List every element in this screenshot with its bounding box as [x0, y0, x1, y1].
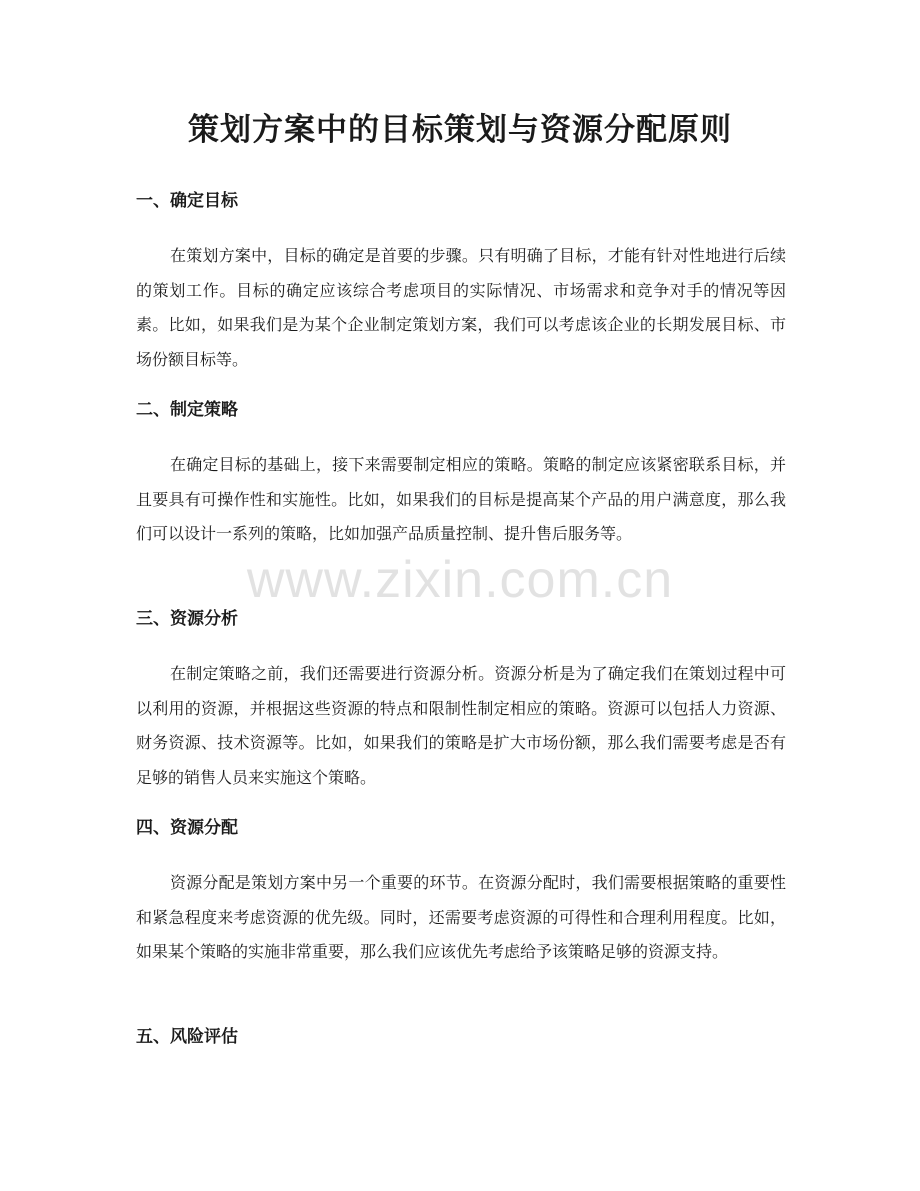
section-resource-allocation	[136, 814, 786, 970]
section-heading: 二、制定策略	[136, 400, 238, 420]
section-paragraph: 在制定策略之前，我们还需要进行资源分析。资源分析是为了确定我们在策划过程中可以利用的资源，并根据这些资源的特点和限制性制定相应的策略。资源可以包括人力资源、财务资源、技术资源等。比如，如果我们的策略是扩大市场份额，那么我们需要考虑是否有足够的销售人员来实施这个策略。	[136, 664, 786, 787]
section-paragraph: 资源分配是策划方案中另一个重要的环节。在资源分配时，我们需要根据策略的重要性和紧急程度来考虑资源的优先级。同时，还需要考虑资源的可得性和合理利用程度。比如，如果某个策略的实施非常重要，那么我们应该优先考虑给予该策略足够的资源支持。	[136, 873, 786, 961]
section-heading: 三、资源分析	[136, 609, 238, 629]
section-paragraph: 在策划方案中，目标的确定是首要的步骤。只有明确了目标，才能有针对性地进行后续的策划工作。目标的确定应该综合考虑项目的实际情况、市场需求和竞争对手的情况等因素。比如，如果我们是为某个企业制定策划方案，我们可以考虑该企业的长期发展目标、市场份额目标等。	[136, 246, 786, 369]
watermark-text: www.zixin.com.cn	[246, 551, 674, 609]
section-risk-assessment	[136, 1023, 786, 1051]
document-title: 策划方案中的目标策划与资源分配原则	[188, 112, 732, 148]
section-formulate-strategy	[136, 396, 786, 552]
section-define-goals	[136, 187, 786, 377]
section-heading: 四、资源分配	[136, 818, 238, 838]
section-paragraph: 在确定目标的基础上，接下来需要制定相应的策略。策略的制定应该紧密联系目标，并且要具有可操作性和实施性。比如，如果我们的目标是提高某个产品的用户满意度，那么我们可以设计一系列的策略，比如加强产品质量控制、提升售后服务等。	[136, 455, 786, 543]
section-resource-analysis	[136, 605, 786, 795]
section-heading: 一、确定目标	[136, 191, 238, 211]
section-heading: 五、风险评估	[136, 1027, 238, 1047]
